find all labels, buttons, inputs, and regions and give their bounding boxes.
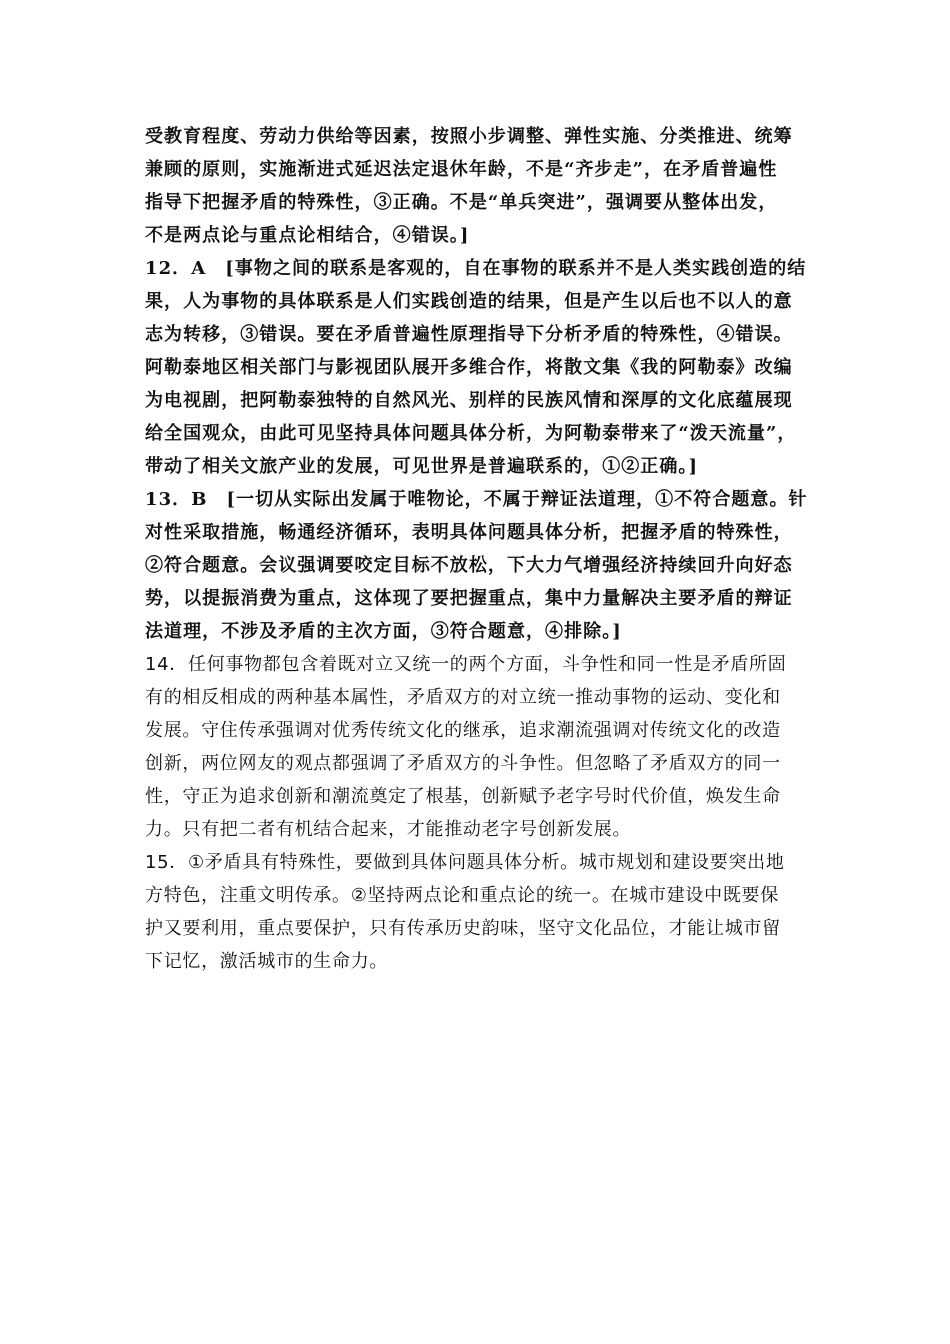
text-line: 势，以提振消费为重点，这体现了要把握重点，集中力量解决主要矛盾的辩证 <box>145 588 793 609</box>
text-line: 志为转移，③错误。要在矛盾普遍性原理指导下分析矛盾的特殊性，④错误。 <box>145 324 793 345</box>
text-line: 阿勒泰地区相关部门与影视团队展开多维合作，将散文集《我的阿勒泰》改编 <box>145 357 793 378</box>
text-line: 果，人为事物的具体联系是人们实践创造的结果，但是产生以后也不以人的意 <box>145 291 793 312</box>
text-line: 法道理，不涉及矛盾的主次方面，③符合题意，④排除。] <box>145 621 622 642</box>
answer-13 <box>145 483 820 648</box>
text-line: 15．①矛盾具有特殊性，要做到具体问题具体分析。城市规划和建设要突出地 <box>145 852 785 873</box>
text-line: 创新，两位网友的观点都强调了矛盾双方的斗争性。但忽略了矛盾双方的同一 <box>145 753 781 774</box>
text-line: 有的相反相成的两种基本属性，矛盾双方的对立统一推动事物的运动、变化和 <box>145 687 781 708</box>
text-line: 对性采取措施，畅通经济循环，表明具体问题具体分析，把握矛盾的特殊性， <box>145 522 793 543</box>
text-line: ②符合题意。会议强调要咬定目标不放松，下大力气增强经济持续回升向好态 <box>145 555 793 576</box>
text-line: 性，守正为追求创新和潮流奠定了根基，创新赋予老字号时代价值，焕发生命 <box>145 786 781 807</box>
text-line: 给全国观众，由此可见坚持具体问题具体分析，为阿勒泰带来了“泼天流量”， <box>145 423 797 444</box>
text-line: 方特色，注重文明传承。②坚持两点论和重点论的统一。在城市建设中既要保 <box>145 885 779 906</box>
text-line: 12．A [事物之间的联系是客观的，自在事物的联系并不是人类实践创造的结 <box>145 258 807 279</box>
answer-11-continuation <box>145 120 820 252</box>
text-line: 14．任何事物都包含着既对立又统一的两个方面，斗争性和同一性是矛盾所固 <box>145 654 787 675</box>
text-line: 带动了相关文旅产业的发展，可见世界是普遍联系的，①②正确。] <box>145 456 699 477</box>
answer-14 <box>145 648 820 846</box>
text-line: 13．B [一切从实际出发属于唯物论，不属于辩证法道理，①不符合题意。针 <box>145 489 808 510</box>
text-line: 不是两点论与重点论相结合，④错误。] <box>145 225 470 246</box>
text-line: 发展。守住传承强调对优秀传统文化的继承，追求潮流强调对传统文化的改造 <box>145 720 781 741</box>
text-line: 下记忆，激活城市的生命力。 <box>145 951 389 972</box>
text-line: 兼顾的原则，实施渐进式延迟法定退休年龄，不是“齐步走”，在矛盾普遍性 <box>145 159 778 180</box>
text-line: 力。只有把二者有机结合起来，才能推动老字号创新发展。 <box>145 819 632 840</box>
text-line: 受教育程度、劳动力供给等因素，按照小步调整、弹性实施、分类推进、统筹 <box>145 126 793 147</box>
text-line: 护又要利用，重点要保护，只有传承历史韵味，坚守文化品位，才能让城市留 <box>145 918 781 939</box>
text-line: 为电视剧，把阿勒泰独特的自然风光、别样的民族风情和深厚的文化底蕴展现 <box>145 390 793 411</box>
answer-text <box>145 120 820 978</box>
text-line: 指导下把握矛盾的特殊性，③正确。不是“单兵突进”，强调要从整体出发， <box>145 192 778 213</box>
answer-15 <box>145 846 820 978</box>
answer-12 <box>145 252 820 483</box>
